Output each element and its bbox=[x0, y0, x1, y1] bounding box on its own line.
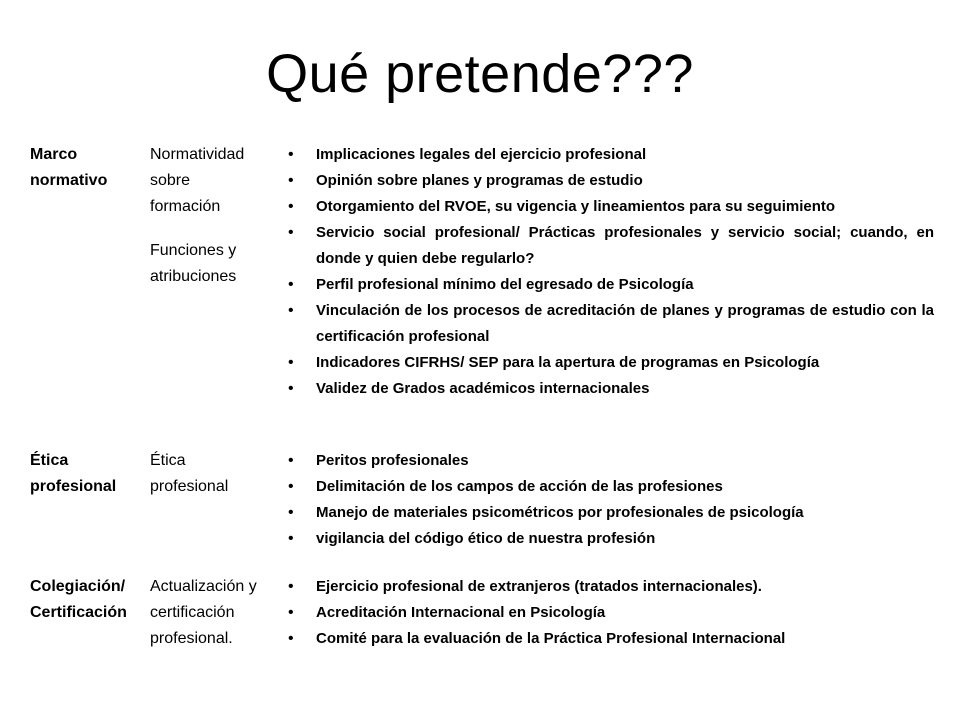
bullet-item bbox=[284, 350, 934, 376]
bullet-item bbox=[284, 526, 934, 552]
bullet-text: Perfil profesional mínimo del egresado de Psicología bbox=[316, 276, 694, 293]
section-subtopics bbox=[150, 448, 282, 500]
section-label bbox=[30, 574, 148, 626]
bullet-list bbox=[284, 448, 934, 552]
bullet-item bbox=[284, 272, 934, 298]
section-label-line: profesional bbox=[30, 478, 117, 495]
bullet-text: vigilancia del código ético de nuestra profesión bbox=[316, 530, 656, 547]
section-subtopics bbox=[150, 574, 282, 652]
bullet-dot-icon: • bbox=[288, 276, 294, 293]
bullet-text: Opinión sobre planes y programas de estudio bbox=[316, 172, 643, 189]
section-subtopics bbox=[150, 142, 282, 290]
bullet-dot-icon: • bbox=[288, 302, 294, 319]
section-label-line: Certificación bbox=[30, 604, 127, 621]
section-label-line: Ética bbox=[30, 452, 69, 469]
bullet-text: Indicadores CIFRHS/ SEP para la apertura de programas en Psicología bbox=[316, 354, 820, 371]
bullet-item bbox=[284, 448, 934, 474]
bullet-item bbox=[284, 574, 934, 600]
bullet-item bbox=[284, 194, 934, 220]
subtopic-line: Funciones y bbox=[150, 242, 237, 259]
bullet-text: Otorgamiento del RVOE, su vigencia y lineamientos para su seguimiento bbox=[316, 198, 836, 215]
bullet-dot-icon: • bbox=[288, 530, 294, 547]
bullet-dot-icon: • bbox=[288, 504, 294, 521]
section-label-line: Marco bbox=[30, 146, 78, 163]
subtopic-line: Actualización y bbox=[150, 578, 257, 595]
bullet-text: Acreditación Internacional en Psicología bbox=[316, 604, 606, 621]
subtopic-line: Normatividad bbox=[150, 146, 245, 163]
bullet-list bbox=[284, 574, 934, 652]
bullet-text: Peritos profesionales bbox=[316, 452, 469, 469]
bullet-text: Manejo de materiales psicométricos por profesionales de psicología bbox=[316, 504, 804, 521]
bullet-dot-icon: • bbox=[288, 198, 294, 215]
bullet-item bbox=[284, 142, 934, 168]
subtopic-line: atribuciones bbox=[150, 268, 237, 285]
bullet-dot-icon: • bbox=[288, 604, 294, 621]
bullet-text: Servicio social profesional/ Prácticas profesionales y servicio social; cuando, en donde y quien debe regularlo? bbox=[316, 224, 934, 267]
subtopic-line: certificación bbox=[150, 604, 235, 621]
section-label-line: Colegiación/ bbox=[30, 578, 126, 595]
bullet-dot-icon: • bbox=[288, 354, 294, 371]
bullet-item bbox=[284, 626, 934, 652]
subtopic-line: Ética bbox=[150, 452, 186, 469]
bullet-item bbox=[284, 600, 934, 626]
bullet-dot-icon: • bbox=[288, 380, 294, 397]
bullet-text: Comité para la evaluación de la Práctica Profesional Internacional bbox=[316, 630, 786, 647]
bullet-item bbox=[284, 220, 934, 272]
subtopic-spacer bbox=[150, 220, 282, 238]
subtopic-line: profesional bbox=[150, 478, 229, 495]
bullet-text: Vinculación de los procesos de acreditación de planes y programas de estudio con la certificación profesional bbox=[316, 302, 934, 345]
slide-title: Qué pretende??? bbox=[266, 44, 694, 104]
bullet-list bbox=[284, 142, 934, 402]
section-label-line: normativo bbox=[30, 172, 108, 189]
section-label bbox=[30, 448, 148, 500]
bullet-text: Delimitación de los campos de acción de las profesiones bbox=[316, 478, 723, 495]
section-label bbox=[30, 142, 148, 194]
subtopic-line: formación bbox=[150, 198, 221, 215]
bullet-dot-icon: • bbox=[288, 146, 294, 163]
subtopic-line: profesional. bbox=[150, 630, 233, 647]
bullet-item bbox=[284, 500, 934, 526]
bullet-item bbox=[284, 376, 934, 402]
bullet-dot-icon: • bbox=[288, 452, 294, 469]
bullet-item bbox=[284, 298, 934, 350]
bullet-text: Ejercicio profesional de extranjeros (tratados internacionales). bbox=[316, 578, 762, 595]
bullet-item bbox=[284, 474, 934, 500]
bullet-dot-icon: • bbox=[288, 172, 294, 189]
bullet-dot-icon: • bbox=[288, 578, 294, 595]
bullet-dot-icon: • bbox=[288, 630, 294, 647]
bullet-text: Validez de Grados académicos internacionales bbox=[316, 380, 650, 397]
subtopic-line: sobre bbox=[150, 172, 191, 189]
bullet-dot-icon: • bbox=[288, 224, 294, 241]
bullet-dot-icon: • bbox=[288, 478, 294, 495]
bullet-item bbox=[284, 168, 934, 194]
bullet-text: Implicaciones legales del ejercicio profesional bbox=[316, 146, 647, 163]
